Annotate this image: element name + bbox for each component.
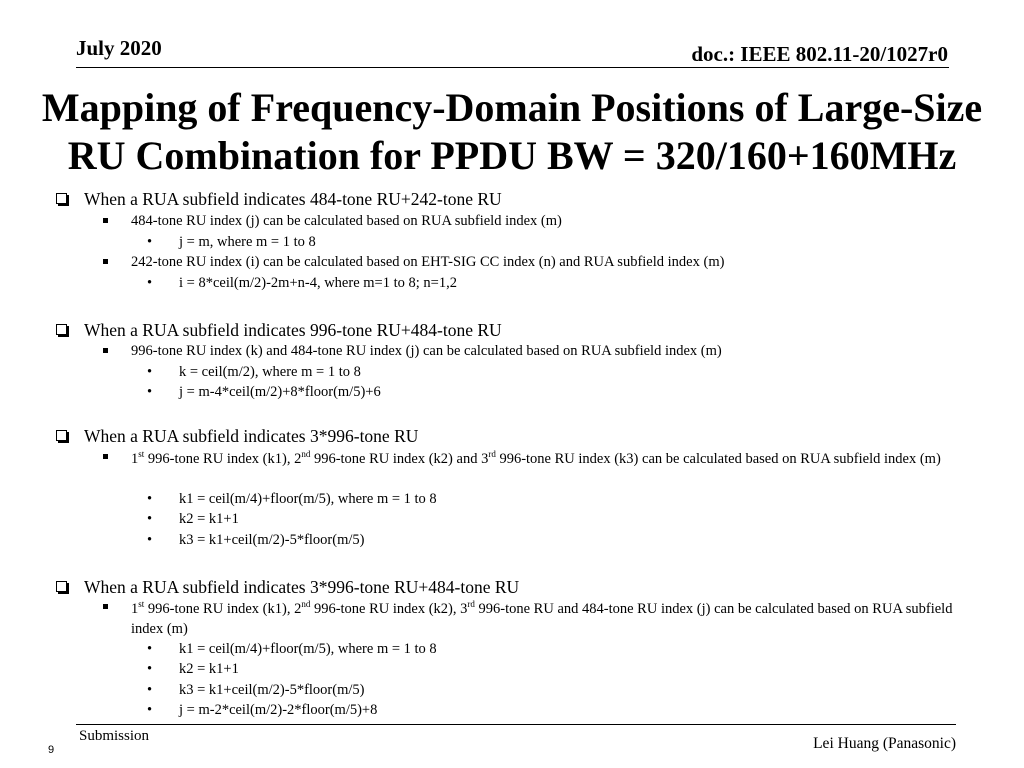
square-bullet-icon [103, 218, 108, 223]
dot-bullet-icon: • [147, 275, 153, 291]
dot-bullet-icon: • [147, 661, 153, 677]
square-bullet-icon [103, 348, 108, 353]
bullet-item: 996-tone RU index (k) and 484-tone RU index (j) can be calculated based on RUA subfield index (m) [131, 343, 722, 360]
formula-item: • k1 = ceil(m/4)+floor(m/5), where m = 1 to 8 [147, 491, 437, 507]
formula-item: • i = 8*ceil(m/2)-2m+n-4, where m=1 to 8; n=1,2 [147, 275, 457, 291]
dot-bullet-icon: • [147, 702, 153, 718]
checkbox-bullet-icon [56, 324, 67, 335]
formula-item: • j = m, where m = 1 to 8 [147, 234, 316, 250]
checkbox-bullet-icon [56, 193, 67, 204]
square-bullet-icon [103, 454, 108, 459]
square-bullet-icon [103, 604, 108, 609]
checkbox-bullet-icon [56, 581, 67, 592]
dot-bullet-icon: • [147, 384, 153, 400]
section-heading: When a RUA subfield indicates 996-tone RU+484-tone RU [84, 320, 502, 341]
formula-item: • k2 = k1+1 [147, 661, 239, 677]
dot-bullet-icon: • [147, 641, 153, 657]
formula-item: • k3 = k1+ceil(m/2)-5*floor(m/5) [147, 532, 365, 548]
section-heading: When a RUA subfield indicates 484-tone RU+242-tone RU [84, 189, 502, 210]
footer-divider [76, 724, 956, 725]
bullet-item: 242-tone RU index (i) can be calculated based on EHT-SIG CC index (n) and RUA subfield index (m) [131, 254, 724, 271]
footer-submission: Submission [79, 728, 150, 744]
bullet-item: 484-tone RU index (j) can be calculated based on RUA subfield index (m) [131, 213, 562, 230]
dot-bullet-icon: • [147, 682, 153, 698]
header-date: July 2020 [76, 36, 162, 60]
title-line-2: RU Combination for PPDU BW = 320/160+160MHz [67, 133, 957, 178]
formula-item: • k2 = k1+1 [147, 511, 239, 527]
page-number: 9 [48, 744, 55, 756]
title-line-1: Mapping of Frequency-Domain Positions of Large-Size [41, 85, 983, 130]
section-heading: When a RUA subfield indicates 3*996-tone RU+484-tone RU [84, 577, 519, 598]
checkbox-bullet-icon [56, 430, 67, 441]
dot-bullet-icon: • [147, 364, 153, 380]
dot-bullet-icon: • [147, 491, 153, 507]
dot-bullet-icon: • [147, 234, 153, 250]
formula-item: • j = m-2*ceil(m/2)-2*floor(m/5)+8 [147, 702, 378, 718]
dot-bullet-icon: • [147, 532, 153, 548]
formula-item: • k = ceil(m/2), where m = 1 to 8 [147, 364, 361, 380]
dot-bullet-icon: • [147, 511, 153, 527]
bullet-item: 1st 996-tone RU index (k1), 2nd 996-tone RU index (k2) and 3rd 996-tone RU index (k3) can be calculated based on RUA subfield index (m) [131, 449, 971, 469]
formula-item: • k1 = ceil(m/4)+floor(m/5), where m = 1 to 8 [147, 641, 437, 657]
bullet-item: 1st 996-tone RU index (k1), 2nd 996-tone RU index (k2), 3rd 996-tone RU and 484-tone RU index (j) can be calculated based on RUA subfield index (m) [131, 599, 971, 639]
formula-item: • j = m-4*ceil(m/2)+8*floor(m/5)+6 [147, 384, 381, 400]
footer-author: Lei Huang (Panasonic) [813, 735, 956, 752]
square-bullet-icon [103, 259, 108, 264]
section-heading: When a RUA subfield indicates 3*996-tone RU [84, 426, 418, 447]
header-doc-id: doc.: IEEE 802.11-20/1027r0 [691, 42, 948, 66]
formula-item: • k3 = k1+ceil(m/2)-5*floor(m/5) [147, 682, 365, 698]
